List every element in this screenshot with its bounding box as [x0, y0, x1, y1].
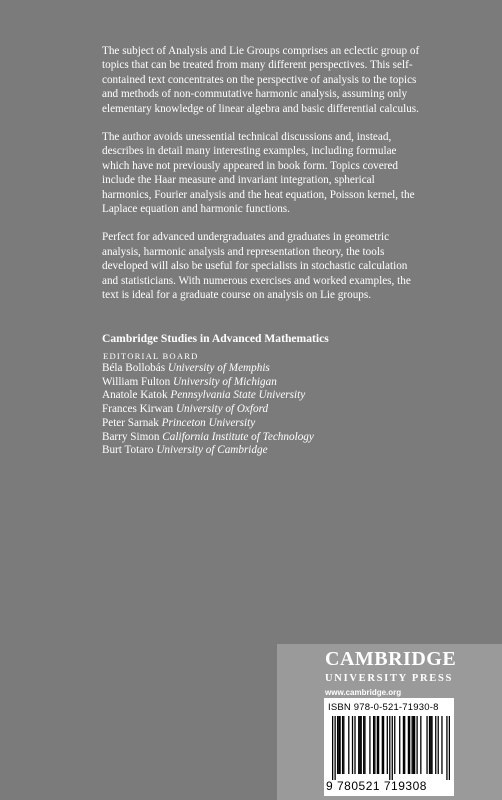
barcode-bar [342, 716, 343, 774]
barcode-label [324, 698, 454, 796]
board-member-name: Béla Bollobás [102, 362, 166, 374]
barcode-bar [382, 716, 383, 774]
barcode-bar [416, 716, 417, 774]
barcode-bar [409, 716, 410, 774]
blurb [102, 44, 462, 317]
blurb-line: describes in detail many interesting examples, including formulae [102, 145, 397, 158]
blurb-line: developed will also be useful for specialists in stochastic calculation [102, 260, 408, 273]
barcode-bar [413, 716, 414, 774]
board-member [102, 403, 462, 417]
barcode-bar [334, 716, 335, 780]
series-title: Cambridge Studies in Advanced Mathematics [102, 332, 329, 345]
barcode-bar [378, 716, 379, 774]
board-member-affiliation: University of Memphis [167, 362, 270, 374]
board-member-affiliation: University of Michigan [173, 375, 277, 388]
barcode-bar [449, 716, 450, 780]
barcode-bar [411, 716, 412, 774]
board-member [102, 417, 462, 431]
barcode-bar [339, 716, 340, 774]
blurb-paragraph-1 [102, 44, 462, 116]
board-member-affiliation: California Institute of Technology [162, 430, 314, 443]
publisher-panel [277, 644, 502, 800]
board-member [102, 444, 462, 458]
blurb-line: The subject of Analysis and Lie Groups comprises an eclectic group of [102, 45, 420, 57]
blurb-line: analysis, harmonic analysis and representation theory, the tools [102, 245, 385, 258]
barcode-bar [373, 716, 374, 774]
barcode-bar [392, 716, 393, 780]
barcode-bar [420, 716, 421, 774]
barcode-bar [408, 716, 409, 774]
blurb-line: topics that can be treated from many different perspectives. This self- [102, 59, 413, 72]
barcode-bar [441, 716, 442, 774]
blurb-line: harmonics, Fourier analysis and the heat equation, Poisson kernel, the [102, 188, 415, 201]
blurb-line: text is ideal for a graduate course on analysis on Lie groups. [102, 289, 372, 302]
blurb-paragraph-3 [102, 230, 462, 302]
ean-number: 9 780521 719308 [326, 779, 427, 793]
barcode-bar [369, 716, 370, 774]
blurb-line: include the Haar measure and invariant integration, spherical [102, 174, 375, 187]
barcode-bar [343, 716, 344, 774]
board-member-affiliation: University of Cambridge [156, 444, 268, 457]
barcode-bar [399, 716, 400, 774]
barcode-bar [348, 716, 349, 774]
board-member-name: Anatole Katok [102, 389, 168, 402]
board-member-affiliation: Pennsylvania State University [170, 389, 306, 402]
barcode-bar [414, 716, 415, 774]
publisher-subtitle: UNIVERSITY PRESS [325, 673, 454, 684]
barcode-bar [338, 716, 339, 774]
barcode-bar [377, 716, 378, 774]
barcode-bar [435, 716, 436, 774]
barcode-bar [354, 716, 355, 774]
blurb-line: Perfect for advanced undergraduates and graduates in geometric [102, 231, 390, 244]
board-member [102, 362, 462, 376]
barcode-bar [389, 716, 390, 780]
blurb-line: The author avoids unessential technical discussions and, instead, [102, 131, 392, 144]
barcode-bar [359, 716, 360, 774]
board-member-name: Barry Simon [102, 430, 160, 443]
barcode-bar [394, 716, 395, 774]
blurb-line: contained text concentrates on the perspective of analysis to the topics [102, 73, 417, 86]
barcode-bar [387, 716, 388, 774]
barcode-bar [332, 716, 333, 780]
barcode-bar [383, 716, 384, 774]
board-member-affiliation: Princeton University [161, 416, 256, 429]
barcode-bar [404, 716, 405, 774]
barcode-bar [358, 716, 359, 774]
blurb-line: and statisticians. With numerous exercises and worked examples, the [102, 274, 411, 287]
blurb-paragraph-2 [102, 130, 462, 216]
barcode-bar [363, 716, 364, 774]
barcode-bar [438, 716, 439, 774]
barcode-bar [431, 716, 432, 774]
blurb-line: which have not previously appeared in book form. Topics covered [102, 159, 399, 172]
board-member-affiliation: University of Oxford [175, 403, 269, 416]
series-section [102, 332, 462, 458]
board-member-name: Peter Sarnak [102, 416, 159, 429]
barcode-icon [332, 716, 450, 780]
board-member-name: William Fulton [102, 375, 171, 388]
isbn-text: ISBN 978-0-521-71930-8 [328, 702, 439, 713]
editorial-board-list [102, 362, 462, 458]
board-member [102, 376, 462, 390]
barcode-bar [446, 716, 447, 780]
publisher-url: www.cambridge.org [325, 688, 402, 697]
board-member-name: Burt Totaro [102, 444, 154, 457]
barcode-bar [426, 716, 427, 774]
publisher-name: CAMBRIDGE [325, 648, 457, 670]
barcode-bar [337, 716, 338, 774]
blurb-line: elementary knowledge of linear algebra and basic differential calculus. [102, 102, 419, 115]
barcode-bar [430, 716, 431, 774]
barcode-bar [352, 716, 353, 774]
blurb-line: and methods of non-commutative harmonic analysis, assuming only [102, 88, 408, 101]
barcode-bar [374, 716, 375, 774]
board-member-name: Frances Kirwan [102, 403, 174, 416]
barcode-bar [364, 716, 365, 774]
editorial-board-label: EDITORIAL BOARD [103, 351, 199, 361]
blurb-line: Laplace equation and harmonic functions. [102, 203, 290, 216]
barcode-bar [429, 716, 430, 774]
barcode-bar [361, 716, 362, 774]
board-member [102, 389, 462, 403]
board-member [102, 431, 462, 445]
barcode-bar [403, 716, 404, 774]
